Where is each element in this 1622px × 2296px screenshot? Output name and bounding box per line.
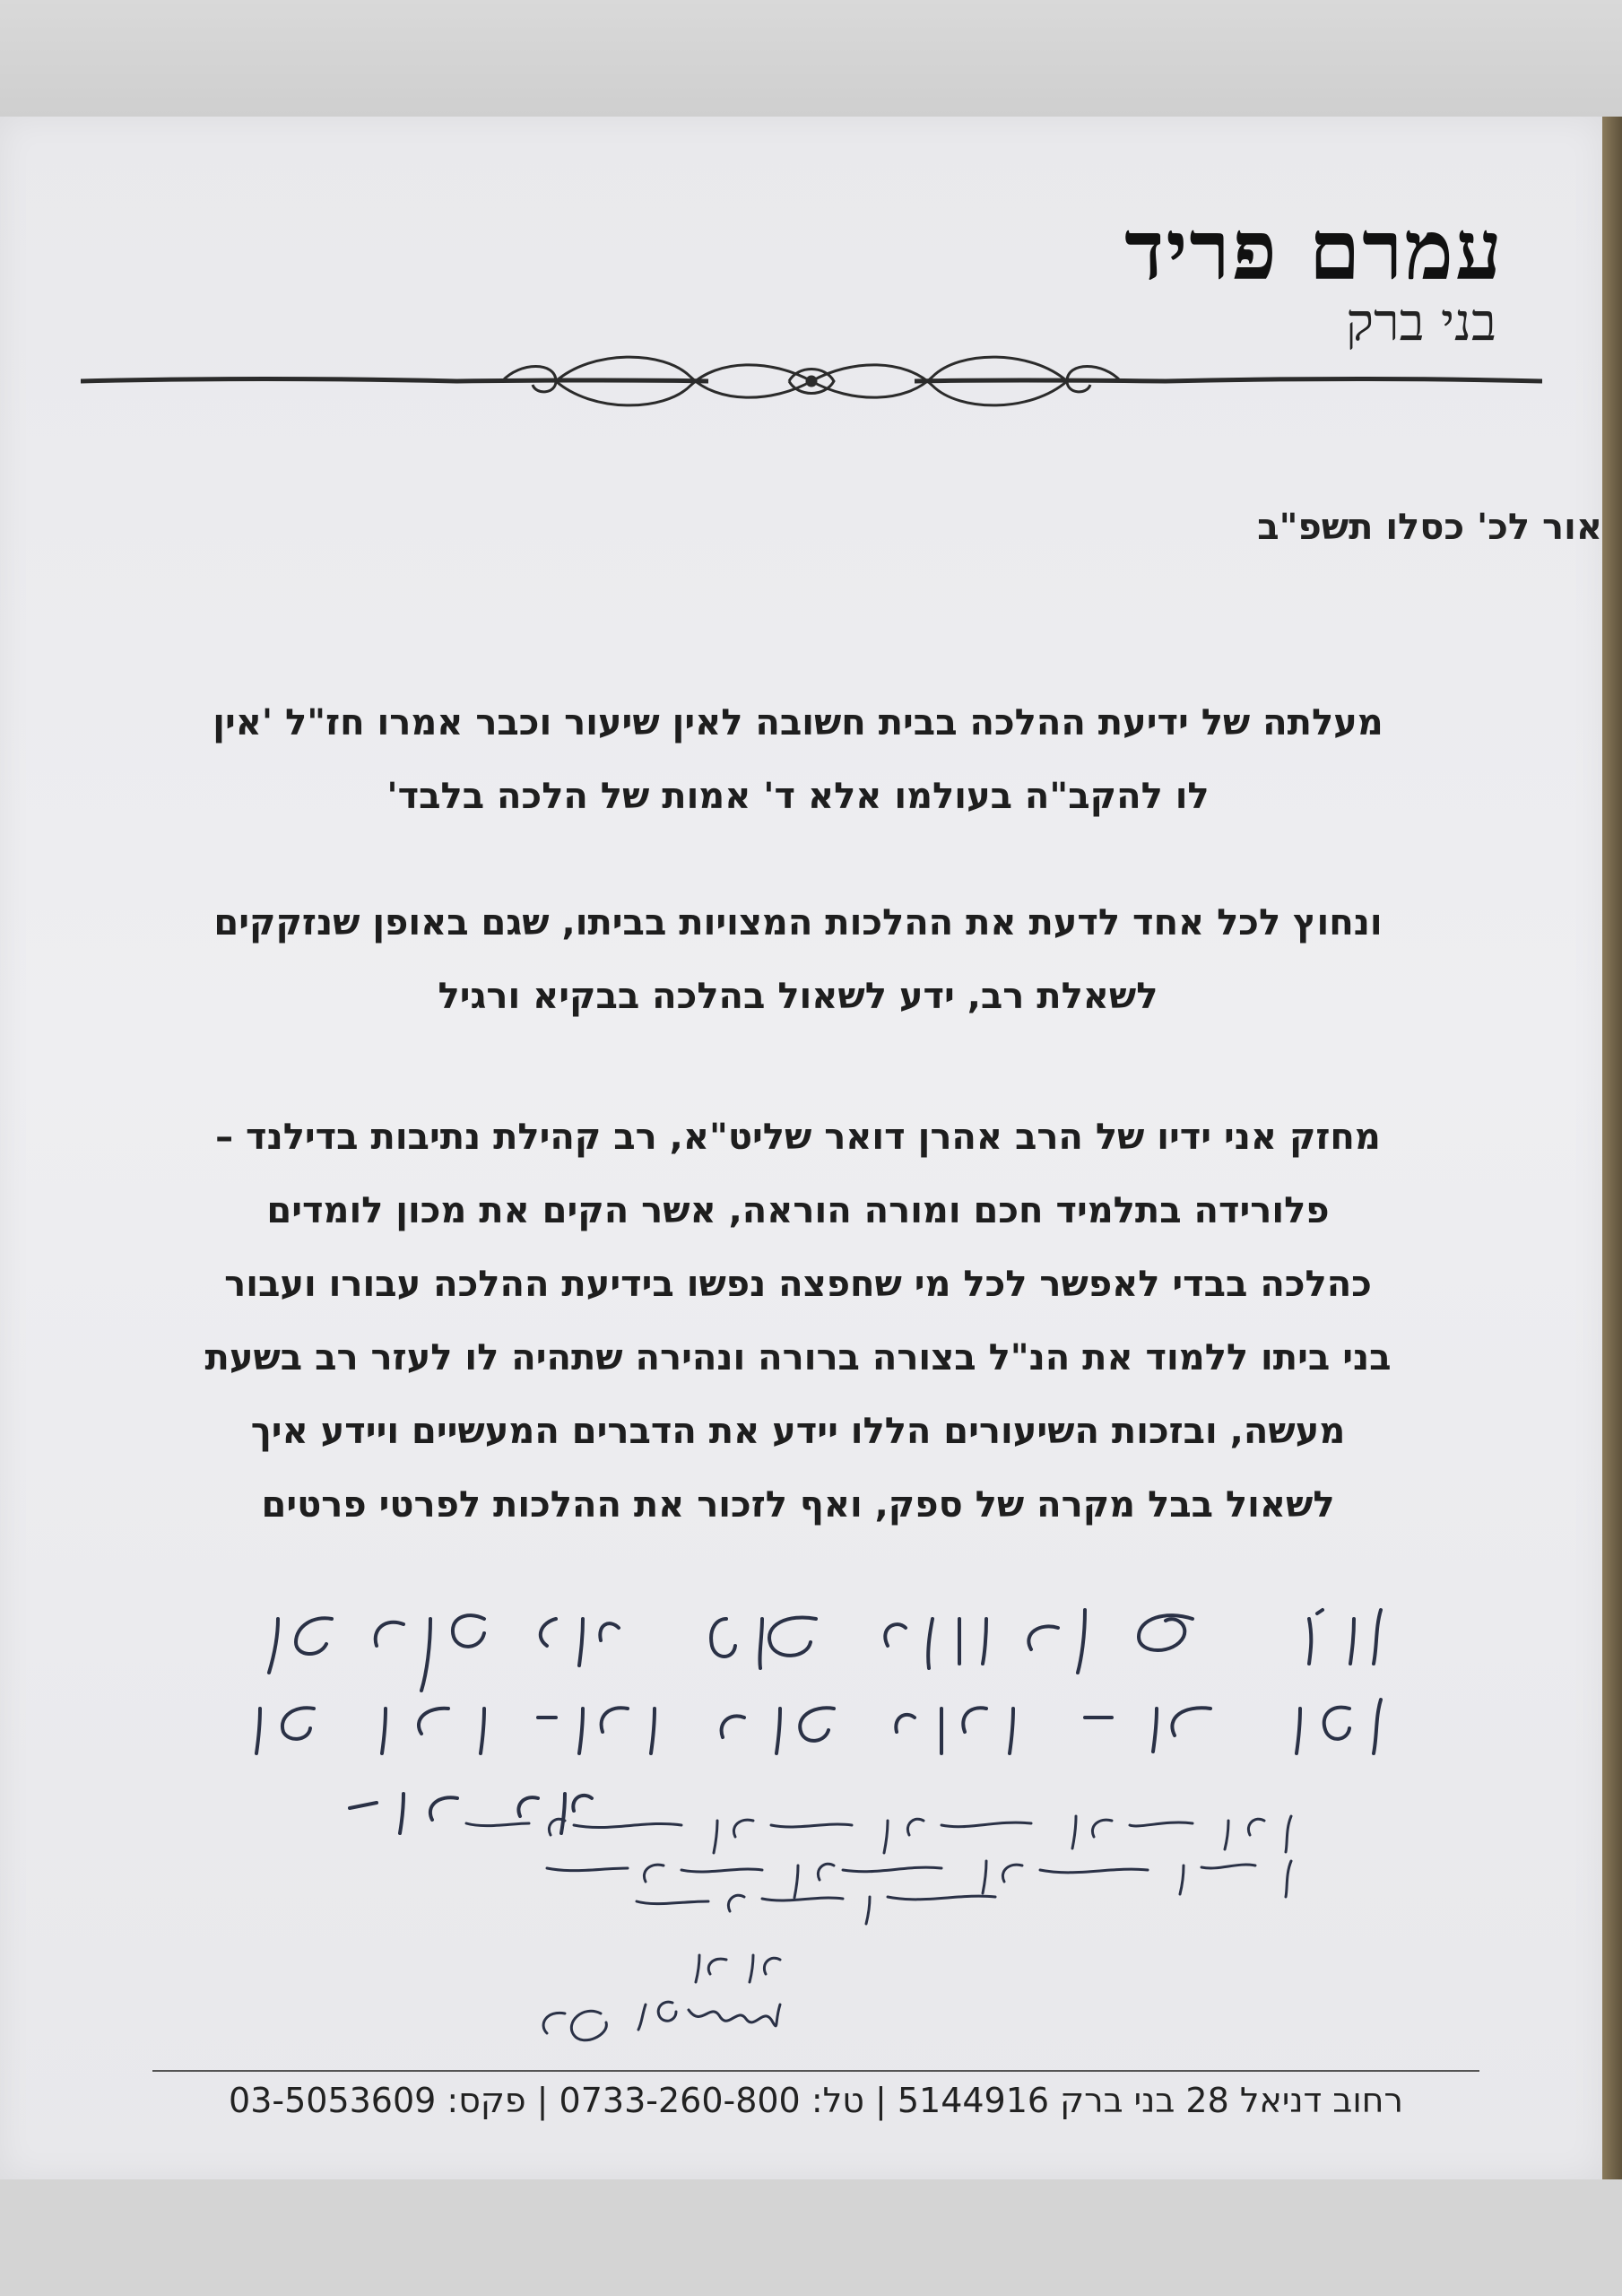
paragraph-line: בני ביתו ללמוד את הנ"ל בצורה ברורה ונהירה שתהיה לו לעזר רב בשעת [204,1337,1392,1378]
footer-divider [152,2070,1479,2072]
paragraph-line: מחזק אני ידיו של הרב אהרן דואר שליט"א, רב קהילת נתיבות בדילנד – [215,1117,1381,1158]
paragraph-line: כהלכה בבדי לאפשר לכל מי שחפצה נפשו בידיעת ההלכה עבורו ועבור [224,1264,1372,1305]
paragraph-line: לשאלת רב, ידע לשאול בהלכה בבקיא ורגיל [438,976,1158,1017]
paragraph-3 [134,1100,1462,1542]
handwritten-note-icon [224,1592,1417,2094]
letter-date: אור לכ' כסלו תשפ"ב [1257,507,1602,548]
paragraph-line: לשאול בבל מקרה של ספק, ואף לזכור את ההלכות לפרטי פרטים [261,1484,1335,1526]
paragraph-line: ונחוץ לכל אחד לדעת את ההלכות המצויות בביתו, שגם באופן שנזקקים [213,902,1383,944]
paragraph-1 [134,686,1462,833]
paragraph-line: לו להקב"ה בעולמו אלא ד' אמות של הלכה בלבד' [386,776,1210,817]
paragraph-line: מעשה, ובזכות השיעורים הללו יידע את הדברים המעשיים ויידע איך [250,1411,1346,1452]
scan-background-top [0,0,1622,117]
paragraph-line: פלורידה בתלמיד חכם ומורה הוראה, אשר הקים את מכון לומדים [266,1190,1330,1231]
ornament-divider-icon [81,341,1542,422]
paragraph-line: מעלתה של ידיעת ההלכה בבית חשובה לאין שיעור וכבר אמרו חז"ל 'אין [213,702,1383,744]
letter-page [0,117,1602,2179]
paragraph-2 [134,886,1462,1033]
table-edge [1602,117,1622,2179]
scan-background-bottom [0,2179,1622,2296]
letterhead-city: בני ברק [1346,291,1496,352]
footer-address: רחוב דניאל 28 בני ברק 5144916 | טל: 0733-260-800 | פקס: 03-5053609 [229,2081,1403,2120]
letterhead-name: עמרם פריד [1124,202,1504,299]
